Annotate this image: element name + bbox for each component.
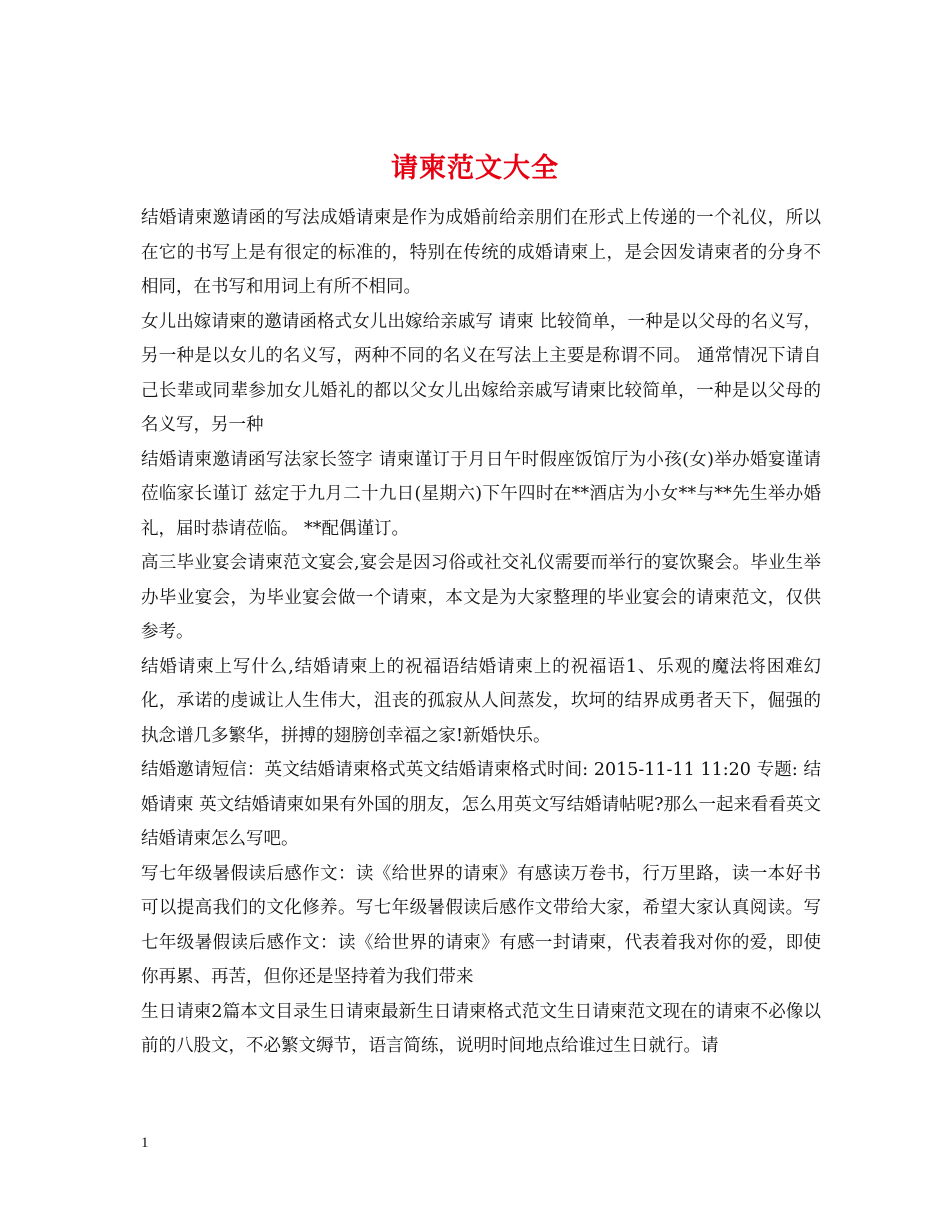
paragraph-6: 结婚邀请短信：英文结婚请柬格式英文结婚请柬格式时间: 2015-11-11 11:20 专题: 结婚请柬 英文结婚请柬如果有外国的朋友，怎么用英文写结婚请帖呢?那么一起来看看英文结婚请柬怎么写吧。 — [141, 760, 821, 849]
paragraph-5: 结婚请柬上写什么,结婚请柬上的祝福语结婚请柬上的祝福语1、乐观的魔法将困难幻化，承诺的虔诚让人生伟大，沮丧的孤寂从人间蒸发，坎坷的结界成勇者天下，倔强的执念谱几多繁华，拼搏的翅膀创幸福之家!新婚快乐。 — [141, 656, 821, 746]
paragraph-7: 写七年级暑假读后感作文：读《给世界的请柬》有感读万卷书，行万里路，读一本好书可以提高我们的文化修养。写七年级暑假读后感作文带给大家，希望大家认真阅读。写七年级暑假读后感作文：读《给世界的请柬》有感一封请柬，代表着我对你的爱，即使你再累、再苦，但你还是坚持着为我们带来 — [141, 863, 821, 987]
paragraph-4: 高三毕业宴会请柬范文宴会,宴会是因习俗或社交礼仪需要而举行的宴饮聚会。毕业生举办毕业宴会，为毕业宴会做一个请柬，本文是为大家整理的毕业宴会的请柬范文，仅供参考。 — [141, 553, 821, 642]
paragraph-2: 女儿出嫁请柬的邀请函格式女儿出嫁给亲戚写 请柬 比较简单，一种是以父母的名义写，另一种是以女儿的名义写，两种不同的名义在写法上主要是称谓不同。 通常情况下请自己长辈或同辈参加女儿婚礼的都以父女儿出嫁给亲戚写请柬比较简单，一种是以父母的名义写，另一种 — [141, 311, 821, 435]
paragraph-8: 生日请柬2篇本文目录生日请柬最新生日请柬格式范文生日请柬范文现在的请柬不必像以前的八股文，不必繁文缛节，语言简练，说明时间地点给谁过生日就行。请 — [141, 1001, 821, 1056]
page-number: 1 — [141, 1135, 149, 1151]
document-body — [141, 201, 821, 1064]
page-title: 请柬范文大全 — [391, 153, 559, 185]
paragraph-3: 结婚请柬邀请函写法家长签字 请柬谨订于月日午时假座饭馆厅为小孩(女)举办婚宴谨请莅临家长谨订 兹定于九月二十九日(星期六)下午四时在**酒店为小女**与**先生举办婚礼，届时恭请莅临。 **配偶谨订。 — [141, 449, 821, 539]
paragraph-1: 结婚请柬邀请函的写法成婚请柬是作为成婚前给亲朋们在形式上传递的一个礼仪，所以在它的书写上是有很定的标准的，特别在传统的成婚请柬上，是会因发请柬者的分身不相同，在书写和用词上有所不相同。 — [141, 208, 821, 297]
